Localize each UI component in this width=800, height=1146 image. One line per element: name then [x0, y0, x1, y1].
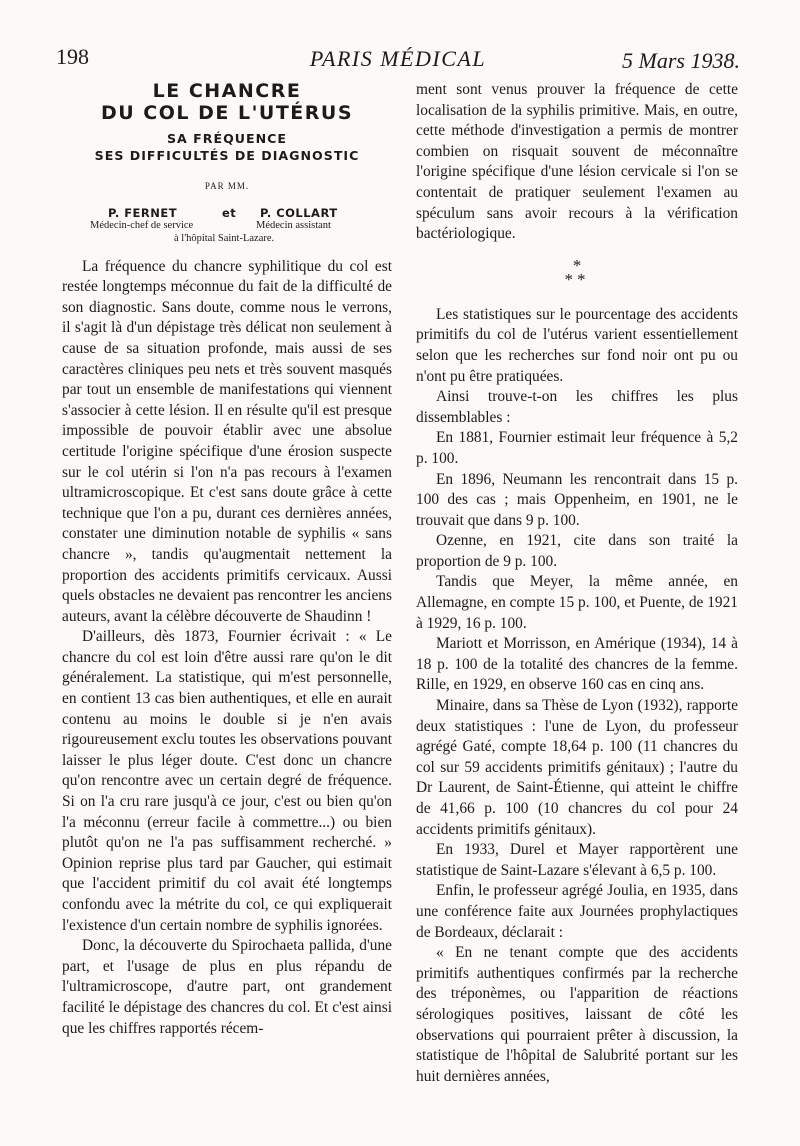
left-column: [62, 80, 392, 1039]
page-number: 198: [56, 44, 89, 69]
right-paragraph: Ozenne, en 1921, cite dans son traité la proportion de 9 p. 100.: [416, 532, 738, 570]
byline-par: PAR MM.: [204, 181, 250, 191]
right-paragraph: « En ne tenant compte que des accidents primitifs authentiques confirmés par la recherche des tréponèmes, ou l'apparition de réactions sérologiques positives, laissant de côté les observations qui pourraient prêter à discussion, la statistique de l'hôpital de Salubrité portant sur les huit dernières années,: [416, 944, 738, 1085]
issue-date: 5 Mars 1938.: [622, 48, 740, 73]
article-title-line-2: DU COL DE L'UTÉRUS: [100, 102, 354, 124]
journal-title: PARIS MÉDICAL: [309, 46, 487, 71]
right-continuation-paragraph: ment sont venus prouver la fréquence de cette localisation de la syphilis primitive. Mais, en outre, cette méthode d'investigation a permis de montrer combien on risquait souvent de méconnaître l'origine spécifique d'une lésion cervicale si l'on se contentait de pratiquer seulement l'examen au spéculum sans avoir recours à la vérification bactériologique.: [416, 81, 738, 243]
right-paragraph: Minaire, dans sa Thèse de Lyon (1932), rapporte deux statistiques : l'une de Lyon, du professeur agrégé Gaté, compte 18,64 p. 100 (11 chancres du col sur 59 accidents primitifs génitaux) ; l'autre du Dr Laurent, de Saint-Étienne, qui atteint le chiffre de 41,66 p. 100 (10 chancres du col pour 24 accidents primitifs génitaux).: [416, 697, 738, 838]
right-paragraph: En 1933, Durel et Mayer rapportèrent une statistique de Saint-Lazare s'élevant à 6,5 p. 100.: [416, 841, 738, 879]
author-1-role: Médecin-chef de service: [90, 219, 194, 231]
right-paragraph: Tandis que Meyer, la même année, en Allemagne, en compte 15 p. 100, et Puente, de 1921 à 1929, 16 p. 100.: [416, 573, 738, 632]
author-and: et: [222, 205, 237, 220]
asterism-separator: [416, 255, 738, 305]
article-title-line-1: LE CHANCRE: [152, 80, 302, 102]
right-paragraph: Les statistiques sur le pourcentage des accidents primitifs du col de l'utérus varient essentiellement selon que les recherches sur fond noir ont pu ou n'ont pu être pratiquées.: [416, 305, 738, 385]
page-header: [56, 44, 740, 78]
article-subtitle-line-1: SA FRÉQUENCE: [166, 131, 288, 146]
authors-roles: [62, 219, 392, 245]
right-paragraph: En 1881, Fournier estimait leur fréquence à 5,2 p. 100.: [416, 429, 738, 467]
right-paragraph: En 1896, Neumann les rencontrait dans 15 p. 100 des cas ; mais Oppenheim, en 1901, ne le trouvait que dans 9 p. 100.: [416, 470, 738, 529]
author-1: P. FERNET: [108, 205, 178, 220]
right-paragraph: Enfin, le professeur agrégé Joulia, en 1935, dans une conférence faite aux Journées prophylactiques de Bordeaux, déclarait :: [416, 882, 738, 941]
left-paragraph: Donc, la découverte du Spirochaeta pallida, d'une part, et l'usage de plus en plus répandu de l'ultramicroscope, d'autre part, ont grandement facilité le dépistage des chancres du col. Et c'est ainsi que les chiffres rapportés récem-: [62, 937, 392, 1037]
right-paragraph: Ainsi trouve-t-on les chiffres les plus dissemblables :: [416, 388, 738, 426]
left-body: [62, 257, 392, 1040]
author-2-role: Médecin assistant: [256, 219, 331, 231]
institution: à l'hôpital Saint-Lazare.: [174, 232, 275, 244]
right-column: [416, 80, 738, 1087]
article-title-block: [62, 80, 392, 245]
asterism-bottom: **: [564, 269, 590, 289]
article-subtitle-line-2: SES DIFFICULTÉS DE DIAGNOSTIC: [94, 148, 360, 163]
author-2: P. COLLART: [260, 205, 338, 220]
right-paragraph: Mariott et Morrisson, en Amérique (1934), 14 à 18 p. 100 de la totalité des chancres de la femme. Rille, en 1929, en observe 160 cas en cinq ans.: [416, 635, 738, 694]
left-paragraph: La fréquence du chancre syphilitique du col est restée longtemps méconnue du fait de la difficulté de son diagnostic. Sans doute, comme nous le verrons, il s'agit là d'un dépistage très délicat non seulement à cause de sa situation profonde, mais aussi de ses caractères cliniques peu nets et très souvent masqués par tout un ensemble de manifestations qui viennent s'associer à cette lésion. Il en résulte qu'il est presque impossible de pouvoir établir avec une absolue certitude l'origine spécifique d'une érosion suspecte sur le col utérin si l'on n'a pas recours à l'examen ultramicroscopique. Et c'est sans doute grâce à cette technique que l'on a pu, durant ces dernières années, constater une diminution notable de syphilis « sans chancre », tandis qu'augmentait nettement la proportion des accidents primitifs cervicaux. Aussi quels obstacles ne devaient pas rencontrer les anciens auteurs, avant la célèbre découverte de Shaudinn !: [62, 257, 392, 625]
authors-line: [62, 203, 392, 219]
asterism-top: *: [572, 255, 582, 275]
left-paragraph: D'ailleurs, dès 1873, Fournier écrivait : « Le chancre du col est loin d'être aussi rare qu'on le dit généralement. La statistique, qui m'est personnelle, en contient 13 cas bien authentiques, et elle en aurait contenu au moins le double si je n'en avais rigoureusement exclu toutes les observations pouvant laisser le plus léger doute. C'est donc un chancre qu'on rencontre avec un certain degré de fréquence. Si on l'a cru rare jusqu'à ce jour, c'est ou bien qu'on l'a méconnu (erreur facile à commettre...) ou bien plutôt qu'on ne l'a pas suffisamment recherché. » Opinion reprise plus tard par Gaucher, qui estimait que l'accident primitif du col avait été longtemps confondu avec la métrite du col, ce qui expliquerait l'existence d'un certain nombre de syphilis ignorées.: [62, 628, 392, 934]
